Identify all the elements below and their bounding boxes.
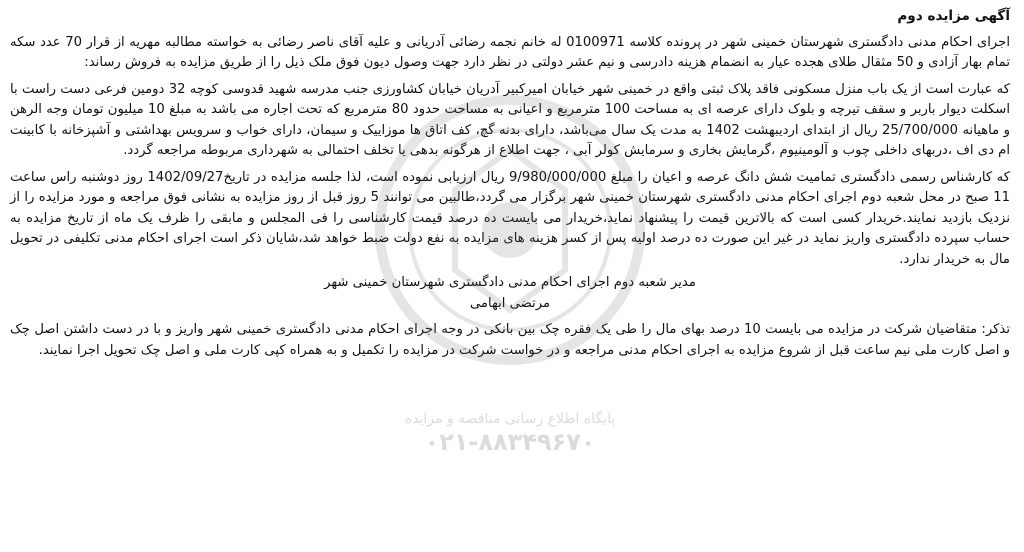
intro-paragraph: اجرای احکام مدنی دادگستری شهرستان خمینی شهر در پرونده کلاسه 0100971 له خانم نجمه رضائی آدریانی و علیه آقای ناصر رضائی به خواسته مطالبه مهریه از قرار 70 عدد سکه تمام بهار آزادی و 50 مثقال طلای هجده عیار به انضمام هزینه دادرسی و نیم عشر دولتی در نظر دارد جهت وصول دیون فوق ملک ذیل را از طریق مزایده به فروش رساند: [10,34,1010,70]
signatory-name: مرتضی ابهامی [469,295,551,311]
property-description-paragraph: که عبارت است از یک باب منزل مسکونی فاقد پلاک ثبتی واقع در خمینی شهر خیابان امیرکبیر آدریان خیابان کشاورزی جنب مدرسه شهید قدوسی کوچه 32 دومین فرعی دست راست با اسکلت دیوار باربر و سقف تیرچه و بلوک دارای عرصه ای به مساحت 100 مترمربع و اعیانی به مساحت حدود 80 مترمربع که تحت اجاره می باشد به مبلغ 10 میلیون تومان وجه الرهن و ماهیانه 25/700/000 ریال از ابتدای اردیبهشت 1402 به مدت یک سال می‌باشد، دارای بدنه گچ، کف اتاق ها موزاییک و سیمان، دارای خواب و سرویس بهداشتی و آشپزخانه با کابینت ام دی اف ،دربهای داخلی چوب و آلومینیوم ،گرمایش بخاری و سرمایش کولر آبی ، جهت اطلاع از هرگونه بدهی یا تخلف احتمالی به شهرداری مربوطه مراجعه گردد. [10,81,1010,158]
notice-title: آگهی مزایده دوم [897,8,1010,24]
valuation-and-session-paragraph: که کارشناس رسمی دادگستری تمامیت شش دانگ عرصه و اعیان را مبلغ 9/980/000/000 ریال ارزیابی نموده است، لذا جلسه مزایده در تاریخ1402/09/27 روز دوشنبه راس ساعت 11 صبح در محل شعبه دوم اجرای احکام مدنی دادگستری شهرستان خمینی شهر برگزار می گردد،طالبین می توانند 5 روز قبل از روز مزایده به نشانی فوق مراجعه و مورد مزایده را از نزدیک بازدید نمایند.خریدار کسی است که بالاترین قیمت را پیشنهاد نماید،خریدار می بایست ده درصد قیمت کارشناسی را فی المجلس و مابقی را ظرف یک ماه از تاریخ مزایده به حساب سپرده دادگستری واریز نماید در غیر این صورت ده درصد اولیه پس از کسر هزینه های مزایده به نفع دولت ضبط خواهد شد،شایان ذکر است اجرای احکام مدنی تکلیفی در تحویل مال به خریدار ندارد. [10,169,1010,267]
watermark-phone: ۰۲۱-۸۸۳۴۹۶۷۰ [424,428,596,456]
signatory-office: مدیر شعبه دوم اجرای احکام مدنی دادگستری شهرستان خمینی شهر [324,275,696,290]
watermark-caption: پایگاه اطلاع رسانی مناقصه و مزایده [404,411,616,427]
note-paragraph: تذکر: متقاضیان شرکت در مزایده می بایست 10 درصد بهای مال را طی یک فقره چک بین بانکی در وجه اجرای احکام مدنی دادگستری خمینی شهر واریز و با در دست داشتن اصل چک و اصل کارت ملی نیم ساعت قبل از شروع مزایده به اجرای احکام مدنی مراجعه و در خواست شرکت در مزایده را تکمیل و به همراه کپی کارت ملی و اصل چک تحویل اجرا نمایند. [10,322,1010,358]
